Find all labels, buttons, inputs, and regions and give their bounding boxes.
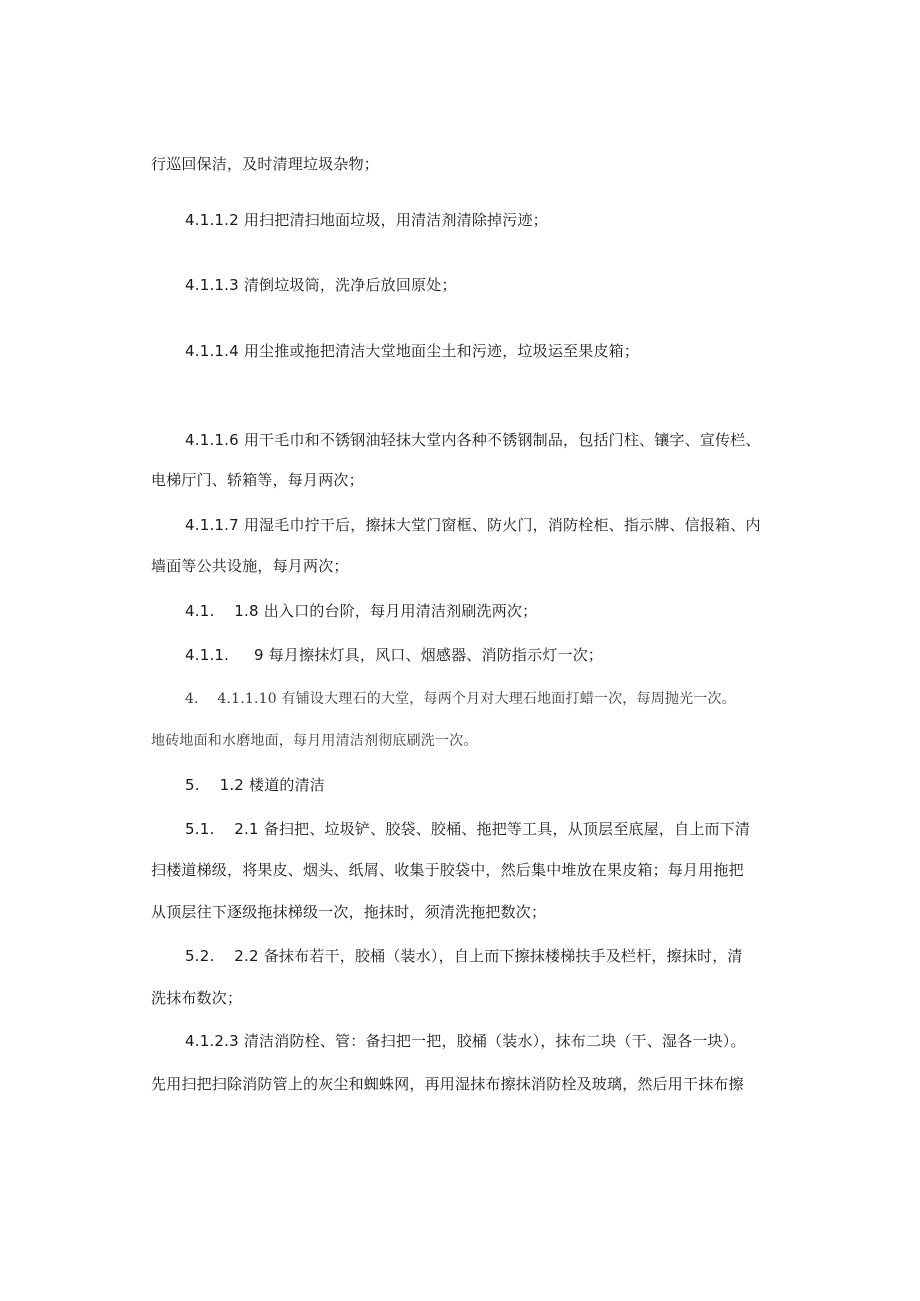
text-line: 4.1. 1.8 出入口的台阶，每月用清洁剂刷洗两次； <box>185 602 538 620</box>
text-line: 4. 4.1.1.10 有铺设大理石的大堂，每两个月对大理石地面打蜡一次，每周抛光一次。 <box>185 691 736 707</box>
text-line: 先用扫把扫除消防管上的灰尘和蜘蛛网，再用湿抹布擦抹消防栓及玻璃，然后用干抹布擦 <box>151 1075 744 1093</box>
text-line: 扫楼道梯级，将果皮、烟头、纸屑、收集于胶袋中，然后集中堆放在果皮箱；每月用拖把 <box>151 861 744 879</box>
text-line: 5.1. 2.1 备扫把、垃圾铲、胶袋、胶桶、拖把等工具，从顶层至底屋，自上而下清 <box>185 820 751 838</box>
text-line: 洗抹布数次； <box>151 989 243 1007</box>
text-line: 4.1.1.2 用扫把清扫地面垃圾，用清洁剂清除掉污迹； <box>185 211 548 229</box>
text-line: 4.1.1.4 用尘推或拖把清洁大堂地面尘土和污迹，垃圾运至果皮箱； <box>185 342 640 360</box>
text-line: 电梯厅门、轿箱等，每月两次； <box>151 471 364 489</box>
text-line: 地砖地面和水磨地面，每月用清洁剂彻底刷洗一次。 <box>151 733 478 749</box>
text-line: 从顶层往下逐级拖抹梯级一次，拖抹时，须清洗拖把数次； <box>151 903 547 921</box>
text-line: 行巡回保洁，及时清理垃圾杂物； <box>151 155 380 173</box>
text-line: 4.1.1.7 用湿毛巾拧干后，擦抹大堂门窗框、防火门，消防栓柜、指示牌、信报箱、内 <box>185 516 761 534</box>
text-line: 4.1.1.3 清倒垃圾筒，洗净后放回原处； <box>185 276 457 294</box>
text-line: 4.1.2.3 清洁消防栓、管：备扫把一把，胶桶（装水），抹布二块（干、湿各一块）。 <box>185 1032 746 1050</box>
text-line: 4.1.1. 9 每月擦抹灯具，风口、烟感器、消防指示灯一次； <box>185 646 604 664</box>
text-line: 5.2. 2.2 备抹布若干，胶桶（装水），自上而下擦抹楼梯扶手及栏杆，擦抹时，清 <box>185 947 743 965</box>
section-heading: 5. 1.2 楼道的清洁 <box>185 776 326 794</box>
text-line: 4.1.1.6 用干毛巾和不锈钢油轻抹大堂内各种不锈钢制品，包括门柱、镶字、宣传栏、 <box>185 431 761 449</box>
text-line: 墙面等公共设施，每月两次； <box>151 557 349 575</box>
